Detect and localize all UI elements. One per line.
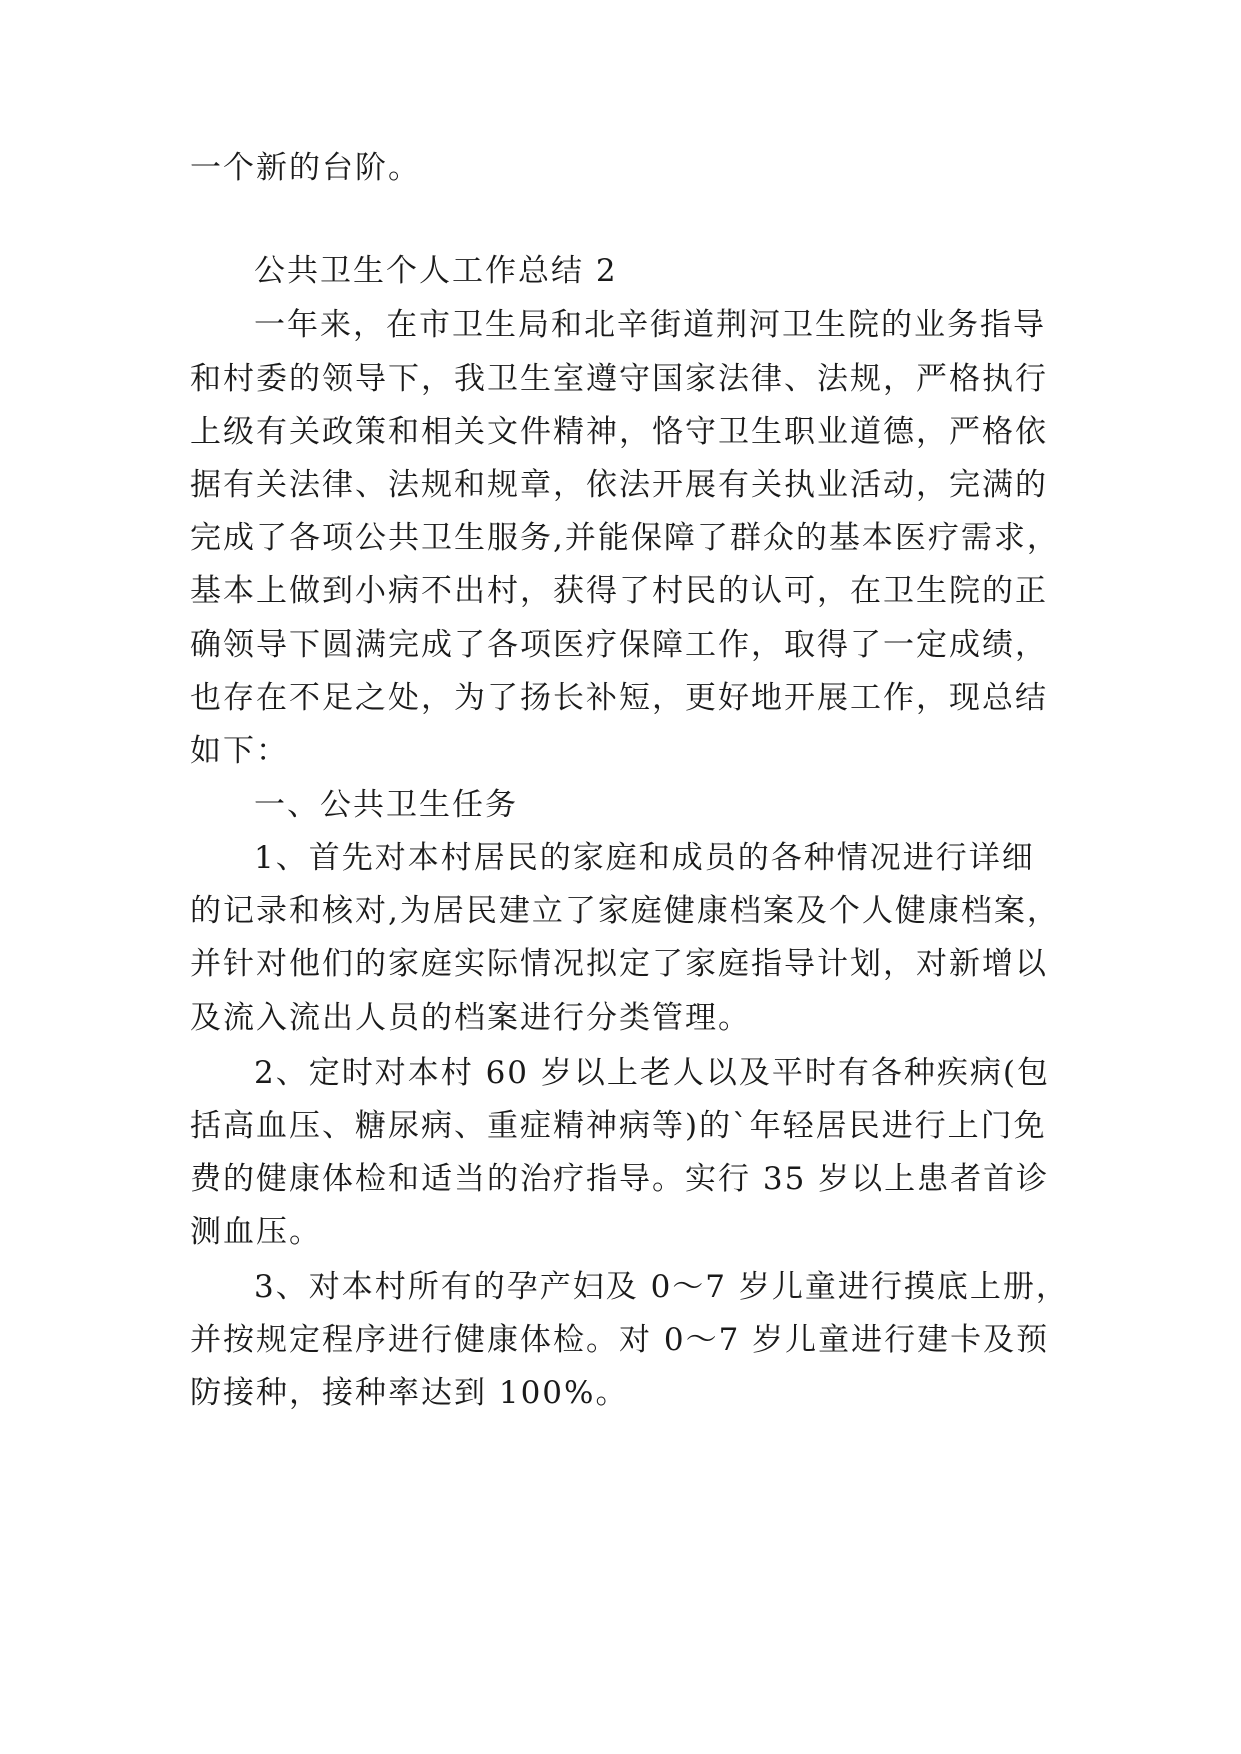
text-line: 和村委的领导下，我卫生室遵守国家法律、法规，严格执行 (190, 361, 1048, 397)
text-line: 括高血压、糖尿病、重症精神病等)的`年轻居民进行上门免 (190, 1108, 1047, 1144)
text-line: 2、定时对本村 60 岁以上老人以及平时有各种疾病(包 (254, 1055, 1050, 1091)
text-line: 的记录和核对,为居民建立了家庭健康档案及个人健康档案， (190, 893, 1060, 929)
text-line: 一个新的台阶。 (190, 150, 421, 186)
section-heading: 一、公共卫生任务 (254, 787, 518, 823)
text-line: 并针对他们的家庭实际情况拟定了家庭指导计划，对新增以 (190, 946, 1048, 982)
text-line: 也存在不足之处，为了扬长补短，更好地开展工作，现总结 (190, 680, 1048, 716)
text-line: 一年来，在市卫生局和北辛街道荆河卫生院的业务指导 (254, 307, 1046, 343)
text-line: 并按规定程序进行健康体检。对 0～7 岁儿童进行建卡及预 (190, 1322, 1050, 1358)
text-line: 上级有关政策和相关文件精神，恪守卫生职业道德，严格依 (190, 414, 1048, 450)
text-line: 据有关法律、法规和规章，依法开展有关执业活动，完满的 (190, 467, 1048, 503)
text-line: 3、对本村所有的孕产妇及 0～7 岁儿童进行摸底上册， (254, 1269, 1069, 1305)
text-line: 费的健康体检和适当的治疗指导。实行 35 岁以上患者首诊 (190, 1161, 1050, 1197)
text-line: 基本上做到小病不出村，获得了村民的认可，在卫生院的正 (190, 573, 1048, 609)
text-line: 完成了各项公共卫生服务,并能保障了群众的基本医疗需求， (190, 520, 1060, 556)
text-line: 确领导下圆满完成了各项医疗保障工作，取得了一定成绩， (190, 627, 1048, 663)
text-line: 测血压。 (190, 1214, 322, 1250)
section-title: 公共卫生个人工作总结 2 (254, 253, 618, 289)
text-line: 1、首先对本村居民的家庭和成员的各种情况进行详细 (254, 840, 1035, 876)
text-line: 及流入流出人员的档案进行分类管理。 (190, 1000, 751, 1036)
text-line: 如下： (190, 733, 289, 769)
text-line: 防接种，接种率达到 100%。 (190, 1375, 629, 1411)
